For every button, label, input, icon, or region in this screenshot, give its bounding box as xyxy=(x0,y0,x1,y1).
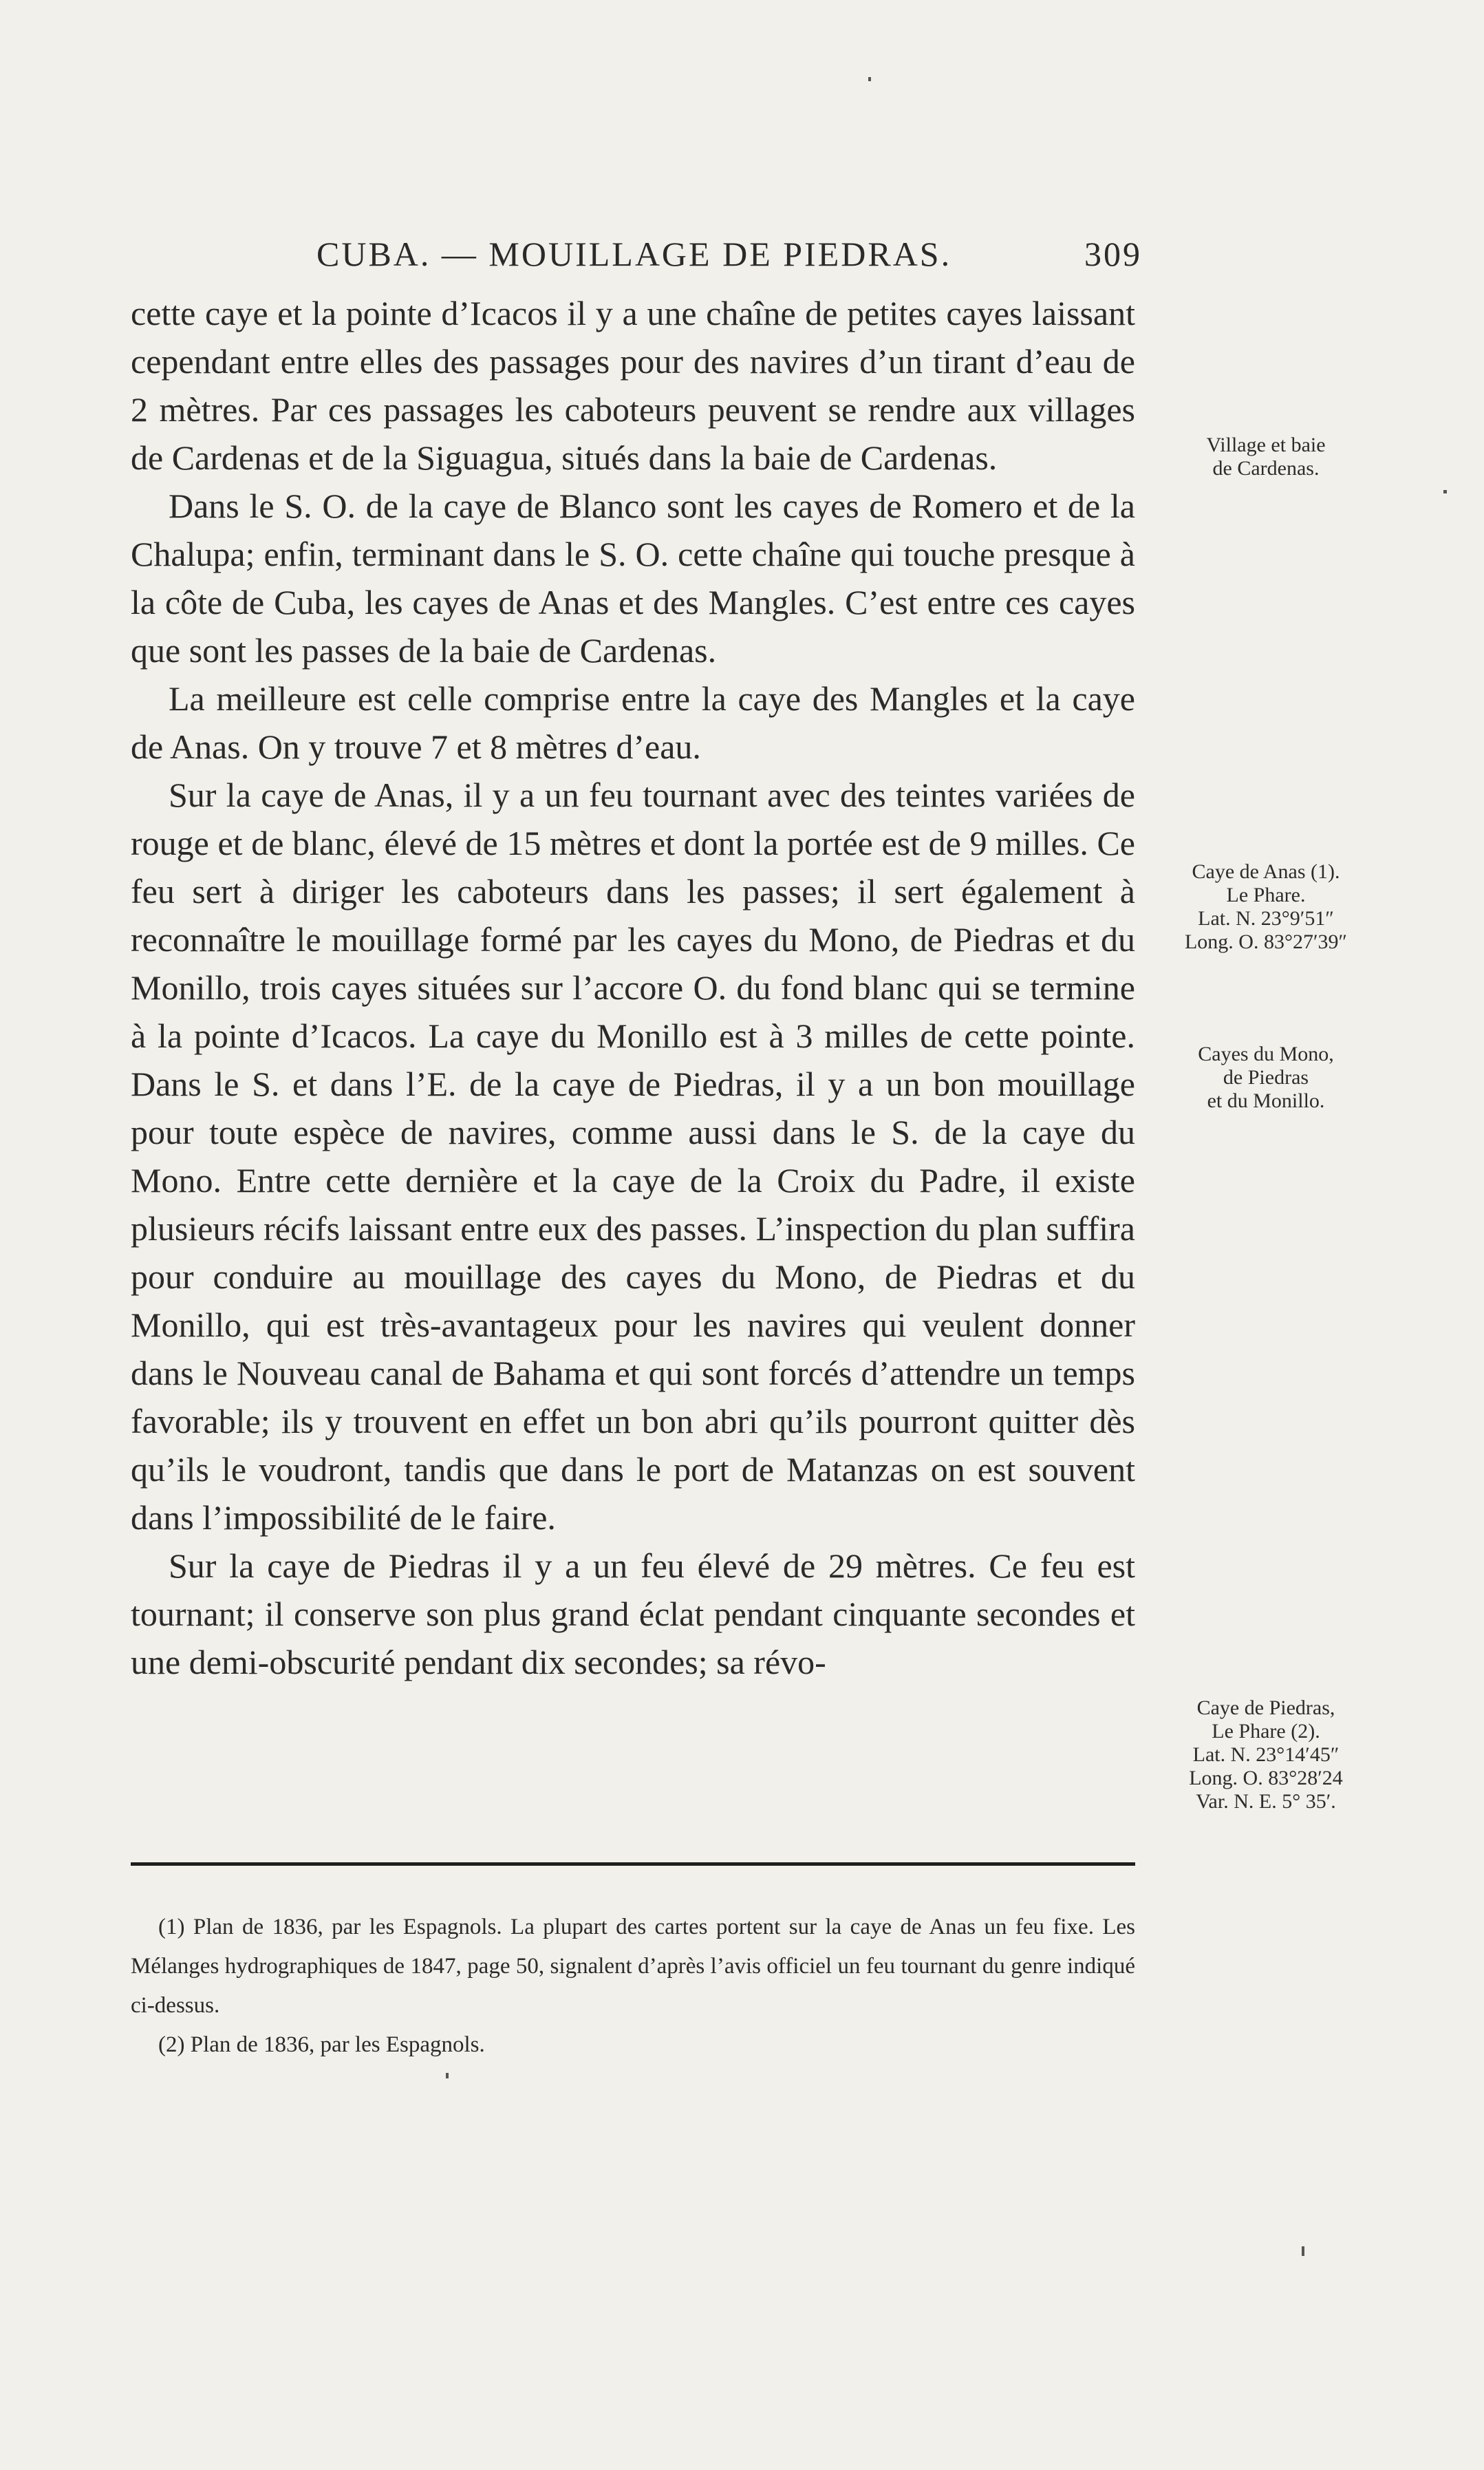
footnote-rule xyxy=(131,1862,1135,1866)
paragraph-5: Sur la caye de Piedras il y a un feu élevé de 29 mètres. Ce feu est tournant; il conserve son plus grand éclat pendant cinquante secondes et une demi-obscurité pendant dix secondes; sa révo- xyxy=(131,1546,1135,1681)
body-text xyxy=(131,289,1135,1686)
margin-note-line: Caye de Anas (1). xyxy=(1192,860,1340,883)
paper-speck xyxy=(868,77,871,81)
running-head-title: CUBA. — MOUILLAGE DE PIEDRAS. xyxy=(316,235,952,273)
paper-speck xyxy=(446,2073,449,2078)
margin-note-line: Long. O. 83°27′39″ xyxy=(1184,930,1348,953)
footnotes xyxy=(131,1908,1135,2065)
margin-note-caye-de-piedras xyxy=(1156,1696,1376,1813)
margin-note-line: Village et baie xyxy=(1206,434,1326,456)
margin-note-cayes-du-mono xyxy=(1156,1043,1376,1113)
margin-note-line: Var. N. E. 5° 35′. xyxy=(1196,1790,1336,1813)
paragraph-2: Dans le S. O. de la caye de Blanco sont les cayes de Romero et de la Chalupa; enfin, terminant dans le S. O. cette chaîne qui touche presque à la côte de Cuba, les cayes de Anas et des Mangles. C’est entre ces cayes que sont les passes de la baie de Cardenas. xyxy=(131,487,1135,670)
running-head xyxy=(131,227,1142,282)
footnote-2: (2) Plan de 1836, par les Espagnols. xyxy=(158,2032,485,2057)
margin-note-line: Le Phare. xyxy=(1226,884,1306,906)
page-number: 309 xyxy=(1084,235,1142,273)
paragraph-3: La meilleure est celle comprise entre la caye des Mangles et la caye de Anas. On y trouve 7 et 8 mètres d’eau. xyxy=(131,679,1135,766)
margin-note-line: Lat. N. 23°9′51″ xyxy=(1198,907,1334,930)
paragraph-1: cette caye et la pointe d’Icacos il y a une chaîne de petites cayes laissant cependant entre elles des passages pour des navires d’un tirant d’eau de 2 mètres. Par ces passages les caboteurs peuvent se rendre aux villages de Cardenas et de la Siguagua, situés dans la baie de Cardenas. xyxy=(131,294,1135,477)
margin-note-line: Lat. N. 23°14′45″ xyxy=(1192,1743,1340,1766)
margin-note-line: Long. O. 83°28′24 xyxy=(1189,1767,1343,1789)
margin-note-cardenas xyxy=(1156,434,1376,480)
margin-note-line: Caye de Piedras, xyxy=(1196,1696,1335,1719)
margin-note-caye-de-anas xyxy=(1156,860,1376,954)
margin-note-line: de Cardenas. xyxy=(1212,457,1320,480)
margin-note-line: Cayes du Mono, xyxy=(1198,1043,1334,1065)
margin-note-line: et du Monillo. xyxy=(1207,1089,1325,1112)
paper-speck xyxy=(1302,2246,1304,2256)
paragraph-4: Sur la caye de Anas, il y a un feu tournant avec des teintes variées de rouge et de blanc, élevé de 15 mètres et dont la portée est de 9 milles. Ce feu sert à diriger les caboteurs dans les passes; il sert également à reconnaître le mouillage formé par les cayes du Mono, de Piedras et du Monillo, trois cayes situées sur l’accore O. du fond blanc qui se termine à la pointe d’Icacos. La caye du Monillo est à 3 milles de cette pointe. Dans le S. et dans l’E. de la caye de Piedras, il y a un bon mouillage pour toute espèce de navires, comme aussi dans le S. de la caye du Mono. Entre cette dernière et la caye de la Croix du Padre, il existe plusieurs récifs laissant entre eux des passes. L’inspection du plan suffira pour conduire au mouillage des cayes du Mono, de Piedras et du Monillo, qui est très-avantageux pour les navires qui veulent donner dans le Nouveau canal de Bahama et qui sont forcés d’attendre un temps favorable; ils y trouvent en effet un bon abri qu’ils pourront quitter dès qu’ils le voudront, tandis que dans le port de Matanzas on est souvent dans l’impossibilité de le faire. xyxy=(131,776,1135,1537)
margin-note-line: Le Phare (2). xyxy=(1212,1720,1320,1743)
paper-speck xyxy=(1443,490,1447,493)
margin-note-line: de Piedras xyxy=(1223,1066,1309,1089)
footnote-1: (1) Plan de 1836, par les Espagnols. La plupart des cartes portent sur la caye de Anas un feu fixe. Les Mélanges hydrographiques de 1847, page 50, signalent d’après l’avis officiel un feu tournant du genre indiqué ci-dessus. xyxy=(131,1915,1135,2018)
